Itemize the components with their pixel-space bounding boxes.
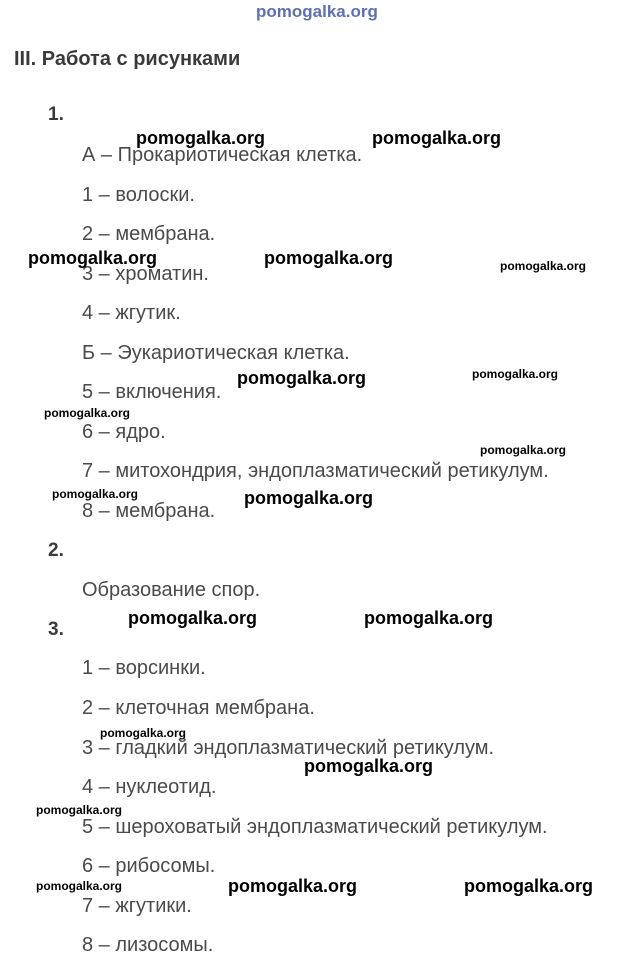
watermark: pomogalka.org xyxy=(44,406,131,420)
task-1-line-6: Б – Эукариотическая клетка. xyxy=(82,342,350,364)
watermark: pomogalka.org xyxy=(36,879,123,893)
site-header-link[interactable]: pomogalka.org xyxy=(256,2,378,21)
watermark: pomogalka.org xyxy=(237,368,367,388)
task-3-line-1: 1 – ворсинки. xyxy=(82,657,206,679)
watermark: pomogalka.org xyxy=(472,367,559,381)
task-1-line-10: 8 – мембрана. xyxy=(82,500,216,522)
task-3-line-7: 7 – жгутики. xyxy=(82,895,192,917)
watermark: pomogalka.org xyxy=(28,248,158,268)
watermark: pomogalka.org xyxy=(228,876,358,896)
task-3-line-6: 6 – рибосомы. xyxy=(82,855,216,877)
task-1-line-7: 5 – включения. xyxy=(82,381,222,403)
watermark: pomogalka.org xyxy=(480,443,567,457)
watermark: pomogalka.org xyxy=(264,248,394,268)
task-1-line-9: 7 – митохондрия, эндоплазматический ретикулум. xyxy=(82,460,549,482)
task-2-number: 2. xyxy=(48,540,64,561)
watermark: pomogalka.org xyxy=(364,608,494,628)
watermark: pomogalka.org xyxy=(52,487,139,501)
watermark: pomogalka.org xyxy=(100,726,187,740)
watermark: pomogalka.org xyxy=(136,128,266,148)
task-3-line-2: 2 – клеточная мембрана. xyxy=(82,697,315,719)
watermark: pomogalka.org xyxy=(500,259,587,273)
task-3-line-8: 8 – лизосомы. xyxy=(82,934,214,956)
watermark: pomogalka.org xyxy=(36,803,123,817)
task-1-line-1: А – Прокариотическая клетка. xyxy=(82,144,363,166)
task-3-line-5: 5 – шероховатый эндоплазматический ретикулум. xyxy=(82,816,548,838)
watermark: pomogalka.org xyxy=(128,608,258,628)
task-1-line-2: 1 – волоски. xyxy=(82,184,195,206)
section-title: III. Работа с рисунками xyxy=(14,48,241,70)
task-1-line-5: 4 – жгутик. xyxy=(82,302,181,324)
task-1-line-8: 6 – ядро. xyxy=(82,421,166,443)
watermark: pomogalka.org xyxy=(464,876,594,896)
watermark: pomogalka.org xyxy=(244,488,374,508)
task-1-line-3: 2 – мембрана. xyxy=(82,223,216,245)
watermark: pomogalka.org xyxy=(304,756,434,776)
task-3-line-4: 4 – нуклеотид. xyxy=(82,776,217,798)
task-1-number: 1. xyxy=(48,104,64,125)
task-3-number: 3. xyxy=(48,619,64,640)
task-1-line-4: 3 – хроматин. xyxy=(82,263,209,285)
task-3-line-3: 3 – гладкий эндоплазматический ретикулум. xyxy=(82,737,495,759)
watermark: pomogalka.org xyxy=(372,128,502,148)
task-2-line-1: Образование спор. xyxy=(82,579,261,601)
